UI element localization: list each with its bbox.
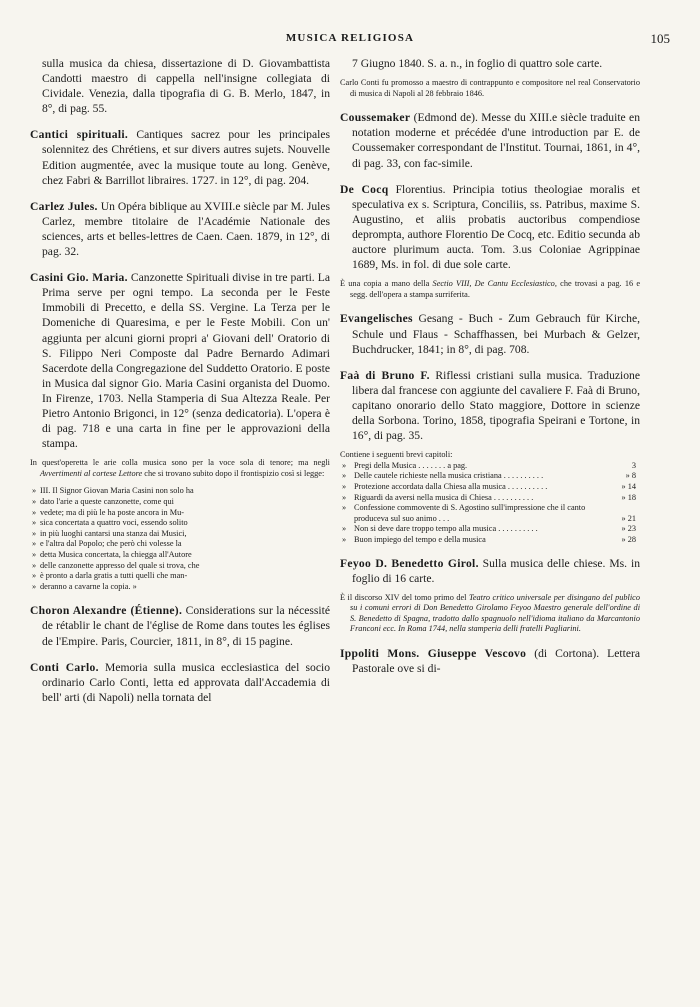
entry-coussemaker: Coussemaker (Edmond de). Messe du XIII.e siècle traduite en notation moderne et précédée d'une introduction par E. de Coussemaker correspondant de l'Institut. Tournai, 1861, in 4°, di pag. 33, con fac-simile.	[340, 111, 640, 170]
note-conti: Carlo Conti fu promosso a maestro di contrappunto e compositore nel real Conservatorio di musica di Napoli al 28 febbraio 1846.	[340, 78, 640, 98]
entry-heading: Conti Carlo.	[30, 660, 99, 674]
entry-heading: Faà di Bruno F.	[340, 368, 430, 382]
entry-choron: Choron Alexandre (Étienne). Considerations sur la nécessité de rétablir le chant de l'église de Rome dans toutes les églises de l'Empire. Paris, Courcier, 1811, in 8°, di 15 pagine.	[30, 604, 330, 648]
chapter-item: » Non si deve dare troppo tempo alla musica . . . . . . . . . . » 23	[342, 524, 636, 534]
entry-carlez: Carlez Jules. Un Opéra biblique au XVIII.e siècle par M. Jules Carlez, membre titolaire de l'Académie Nationale des sciences, arts et belles-lettres de Caen. Caen. 1879, in 12°, di pag. 32.	[30, 199, 331, 259]
entry-heading: Coussemaker	[340, 111, 411, 125]
entry-heading: Carlez Jules.	[30, 199, 98, 213]
quote-line: » sica concertata a quattro voci, essendo solito	[32, 518, 188, 528]
left-column	[30, 56, 330, 716]
quote-line: » e l'altra dal Popolo; che però chi volesse la	[32, 539, 182, 549]
chapter-item: » Buon impiego del tempo e della musica » 28	[342, 534, 636, 544]
entry-ippoliti: Ippoliti Mons. Giuseppe Vescovo (di Cortona). Lettera Pastorale ove si di-	[340, 647, 640, 676]
entry-conti-continued: 7 Giugno 1840. S. a. n., in foglio di quattro sole carte.	[352, 57, 603, 70]
chapter-item: » Protezione accordata dalla Chiesa alla musica . . . . . . . . . . » 14	[342, 481, 636, 491]
entry-casini: Casini Gio. Maria. Canzonette Spirituali divise in tre parti. La Prima serve per ogni tempo. La seconda per le Feste Immobili di Precetto, e della SS. Vergine. La Terza per le Domeniche di Quaresima, e per le Feste Mobili. Con un' aggiunta per alcuni giorni propri a' Giovani dell' Oratorio di S. Filippo Neri Composte dal Padre Bernardo Adimari Sacerdote della Congregazione del Suddetto Oratorio. E poste in Musica dal signor Gio. Maria Casini organista del Duomo. In Firenze, 1703. Nella Stamperia di Sua Altezza Reale. Per Pietro Antonio Brigonci, in 12° (senza dedicatoria). L'opera è di pag. 718 e una carta in fine per le approvazioni della stampa.	[30, 271, 330, 451]
entry-feyoo: Feyoo D. Benedetto Girol. Sulla musica delle chiese. Ms. in foglio di 16 carte.	[340, 556, 640, 585]
entry-heading: Ippoliti Mons. Giuseppe Vescovo	[340, 647, 527, 661]
quote-line: » III. Il Signor Giovan Maria Casini non solo ha	[32, 486, 194, 496]
entry-faa-di-bruno: Faà di Bruno F. Riflessi cristiani sulla musica. Traduzione libera dal francese con aggiunte del cavaliere F. Faà di Bruno, capitano onorario dello Stato maggiore, Dottore in scienze della Sorbona. Torino, 1858, tipografia Speirani e Tortone, in 16°, di pag. 35.	[340, 368, 641, 443]
entry-candotti-continued: sulla musica da chiesa, dissertazione di D. Giovambattista Candotti maestro di cappella nell'insigne collegiata di Cividale. Venezia, dalla tipografia di G. B. Merlo, 1847, in 8°, di pag. 55.	[42, 57, 330, 116]
running-title: MUSICA RELIGIOSA	[285, 32, 415, 44]
right-column	[340, 56, 640, 687]
page-header	[30, 32, 670, 50]
entry-heading: Casini Gio. Maria.	[30, 271, 128, 285]
entry-heading: Feyoo D. Benedetto Girol.	[340, 556, 479, 570]
note-feyoo: È il discorso XIV del tomo primo del Teatro critico universale per disingano del publico su i comuni errori di Don Benedetto Girolamo Feyoo Maestro generale dell'ordine di S. Benedetto di Spagna, tradotto dallo spagnuolo nell'idioma italiano da Marcantonio Franconi ecc. In Roma 1744, nella stamperia delli fratelli Pagliarini.	[340, 592, 640, 634]
entry-heading: Choron Alexandre (Étienne).	[30, 604, 183, 618]
quote-line: » dato l'arie a queste canzonette, come qui	[32, 497, 174, 507]
chapter-item: » Pregi della Musica . . . . . . . a pag. 3	[342, 460, 636, 470]
chapter-item: » Confessione commovente di S. Agostino sull'impressione che il canto produceva sul suo animo . . . » 21	[342, 503, 636, 523]
entry-cantici-spirituali: Cantici spirituali. Cantiques sacrez pour les principales solennitez des Chrétiens, et sur divers autres sujets. Nouvelle Edition augmentée, avec la musique toute au long. Genève, chez Fabri & Barrillot libraires. 1727. in 12°, di pag. 204.	[30, 128, 330, 187]
chapter-list	[340, 450, 640, 545]
quote-line: » in più luoghi cantarsi una stanza dai Musici,	[32, 528, 187, 538]
entry-evangelisches: Evangelisches Gesang - Buch - Zum Gebrauch für Kirche, Schule und Flaus - Schaffhassen, bei Murbach & Gelzer, Buchdrucker, 1841; in 8°, di pag. 708.	[340, 312, 640, 356]
quote-line: » deranno a cavarne la copia. »	[32, 581, 137, 591]
quote-line: » è pronto a darla gratis a tutti quelli che man-	[32, 571, 188, 581]
entry-heading: De Cocq	[340, 182, 389, 196]
entry-heading: Cantici spirituali.	[30, 128, 129, 142]
entry-heading: Evangelisches	[340, 312, 413, 326]
entry-de-cocq: De Cocq Florentius. Principia totius theologiae moralis et speculativa ex s. Scriptura, Conciliis, ss. Patribus, maxime S. Augustino, et aliis probatis auctoribus compendiose deprompta, authore Florentio De Cocq, etc. Editio secunda ab auctore plurimum aucta. Tom. 3.us Coloniae Agrippinae 1689, Ms. in fol. di due sole carte.	[340, 182, 641, 272]
chapter-item: » Delle cautele richieste nella musica cristiana . . . . . . . . . . » 8	[342, 471, 636, 481]
quote-line: » delle canzonette appresso del quale si trova, che	[32, 560, 200, 570]
note-casini: In quest'operetta le arie colla musica sono per la voce sola di tenore; ma negli Avvertimenti al cortese Lettore che si trovano subito dopo il frontispizio così si legge:	[30, 458, 330, 478]
page-number: 105	[650, 31, 670, 46]
quote-line: » detta Musica concertata, la chiegga all'Autore	[32, 550, 192, 559]
quote-avvertimenti	[30, 486, 330, 592]
note-de-cocq: È una copia a mano della Sectio VIII, De Cantu Ecclesiastico, che trovasi a pag. 16 e segg. dell'opera a stampa surriferita.	[340, 279, 641, 299]
quote-line: » vedete; ma di più le ha poste ancora in Mu-	[32, 507, 184, 517]
entry-conti: Conti Carlo. Memoria sulla musica ecclesiastica del socio ordinario Carlo Conti, letta ed approvata dall'Accademia di bell' arti (di Napoli) nella tornata del	[30, 660, 330, 704]
chapter-item: » Riguardi da aversi nella musica di Chiesa . . . . . . . . . . » 18	[342, 492, 636, 502]
chapter-list-intro: Contiene i seguenti brevi capitoli:	[340, 450, 453, 460]
